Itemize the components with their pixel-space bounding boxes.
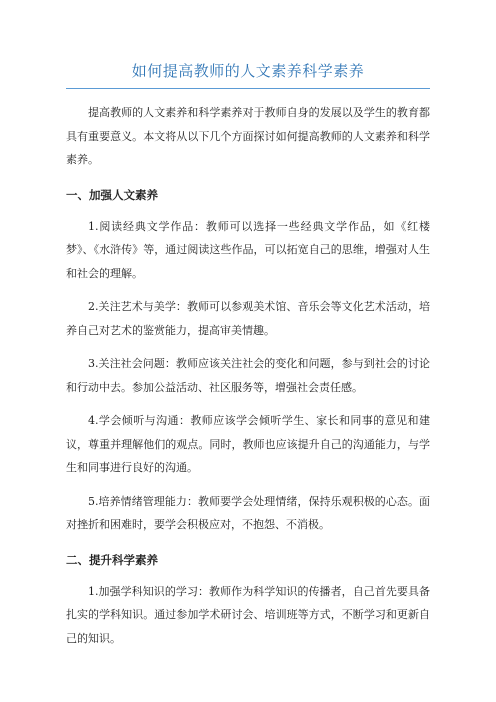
document-title: 如何提高教师的人文素养科学素养 (131, 62, 365, 80)
humanities-item-2: 2.关注艺术与美学：教师可以参观美术馆、音乐会等文化艺术活动，培养自己对艺术的鉴赏能力，提高审美情趣。 (66, 300, 430, 337)
humanities-item-5: 5.培养情绪管理能力：教师要学会处理情绪，保持乐观积极的心态。面对挫折和困难时，要学会积极应对，不抱怨、不消极。 (66, 494, 430, 531)
title-underline (66, 88, 430, 89)
section-heading-humanities: 一、加强人文素养 (66, 187, 158, 202)
section-heading-science: 二、提升科学素养 (66, 552, 158, 567)
humanities-item-4: 4.学会倾听与沟通：教师应该学会倾听学生、家长和同事的意见和建议，尊重并理解他们的观点。同时，教师也应该提升自己的沟通能力，与学生和同事进行良好的沟通。 (66, 414, 430, 474)
science-item-1: 1.加强学科知识的学习：教师作为科学知识的传播者，自己首先要具备扎实的学科知识。通过参加学术研讨会、培训班等方式，不断学习和更新自己的知识。 (66, 584, 430, 645)
humanities-item-3: 3.关注社会问题：教师应该关注社会的变化和问题，参与到社会的讨论和行动中去。参加公益活动、社区服务等，增强社会责任感。 (66, 357, 430, 394)
intro-paragraph: 提高教师的人文素养和科学素养对于教师自身的发展以及学生的教育都具有重要意义。本文将从以下几个方面探讨如何提高教师的人文素养和科学素养。 (66, 106, 430, 166)
humanities-item-1: 1.阅读经典文学作品：教师可以选择一些经典文学作品，如《红楼梦》、《水浒传》等，通过阅读这些作品，可以拓宽自己的思维，增强对人生和社会的理解。 (66, 219, 430, 280)
